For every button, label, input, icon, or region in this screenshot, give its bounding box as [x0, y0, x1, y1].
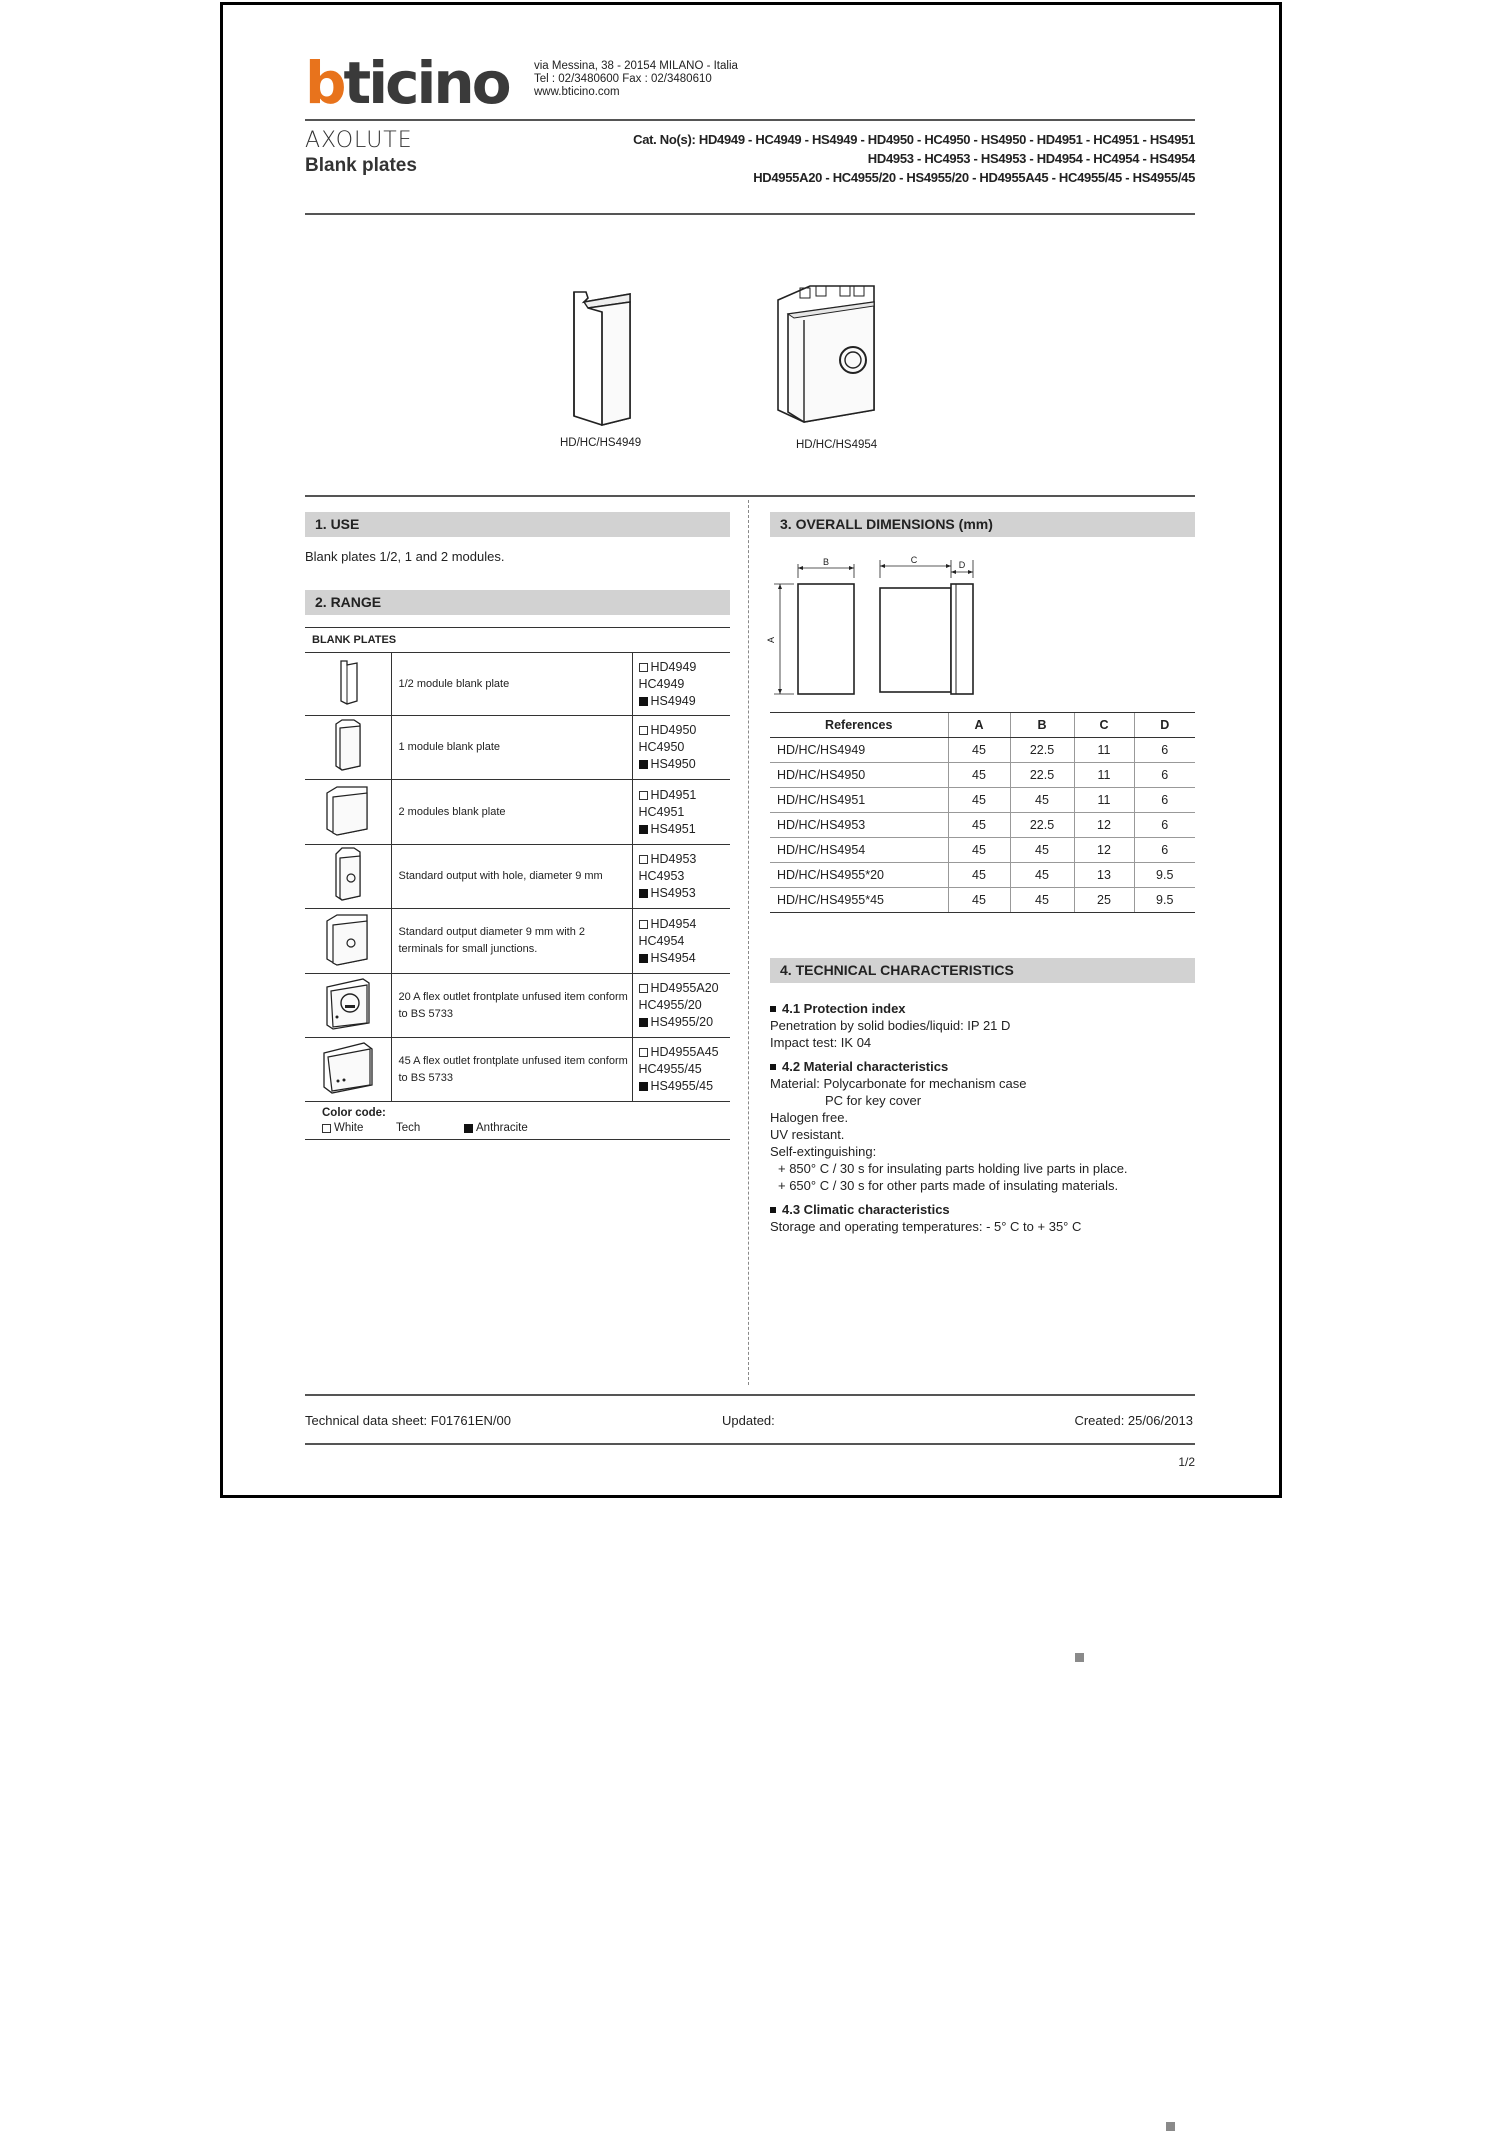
product-thumb [305, 1038, 391, 1102]
table-cell: HD/HC/HS4949 [770, 738, 948, 763]
anthracite-swatch [639, 1082, 648, 1091]
phone-line: Tel : 02/3480600 Fax : 02/3480610 [534, 73, 712, 85]
range-subheading: BLANK PLATES [312, 634, 397, 646]
table-row [770, 888, 1195, 913]
product-codes [632, 909, 730, 974]
product-description: 1 module blank plate [391, 716, 632, 780]
output-hole-plate-icon [328, 846, 368, 902]
product-description [391, 909, 632, 974]
table-cell: 45 [948, 788, 1010, 813]
spec-line: + 650° C / 30 s for other parts made of insulating materials. [778, 1178, 1119, 1193]
product-description: 2 modules blank plate [391, 780, 632, 845]
table-cell: 45 [948, 763, 1010, 788]
table-row [770, 813, 1195, 838]
column-separator [748, 500, 749, 1385]
white-swatch [639, 791, 648, 800]
material-heading [770, 1058, 1128, 1075]
spec-line: Material: Polycarbonate for mechanism case [770, 1076, 1027, 1091]
half-module-product-illustration [560, 280, 650, 430]
product-description: 45 A flex outlet frontplate unfused item conform to BS 5733 [391, 1038, 632, 1102]
product-thumb [305, 653, 391, 716]
figure-caption: HD/HC/HS4954 [796, 439, 878, 451]
col-header: References [770, 713, 948, 738]
bullet-icon [770, 1006, 776, 1012]
product-code: HC4950 [638, 740, 685, 754]
range-top-rule [305, 627, 730, 628]
table-cell: 25 [1074, 888, 1134, 913]
product-code: HC4949 [638, 676, 685, 691]
output-terminals-plate-icon [323, 911, 373, 967]
product-description: 1/2 module blank plate [391, 653, 632, 716]
spec-line: PC for key cover [825, 1093, 922, 1108]
figures-divider [305, 495, 1195, 497]
product-codes [632, 780, 730, 845]
table-row [770, 763, 1195, 788]
product-code: HC4955/20 [638, 998, 702, 1012]
catalog-numbers [633, 130, 1195, 187]
product-code: HC4954 [638, 933, 685, 948]
one-module-plate-icon [328, 718, 368, 772]
col-header: A [948, 713, 1010, 738]
legend-white [322, 1122, 363, 1134]
subsection-title: 4.3 Climatic characteristics [782, 1202, 950, 1217]
dimensions-table [770, 712, 1195, 913]
table-row [305, 1038, 730, 1102]
anthracite-swatch [639, 697, 648, 706]
spec-line: Self-extinguishing: [770, 1144, 877, 1159]
col-header: B [1010, 713, 1074, 738]
table-cell: 45 [948, 888, 1010, 913]
col-header: D [1134, 713, 1195, 738]
table-cell: 11 [1074, 763, 1134, 788]
table-cell: HD/HC/HS4950 [770, 763, 948, 788]
white-swatch [639, 984, 648, 993]
table-cell: 45 [948, 838, 1010, 863]
table-cell: 22.5 [1010, 763, 1074, 788]
spec-line: UV resistant. [770, 1127, 845, 1142]
product-codes [632, 974, 730, 1038]
product-codes [632, 845, 730, 909]
climatic-heading [770, 1201, 1128, 1218]
table-cell: HD/HC/HS4955*20 [770, 863, 948, 888]
subsection-title: 4.2 Material characteristics [782, 1059, 949, 1074]
footer-bottom-rule [305, 1443, 1195, 1445]
table-cell: 11 [1074, 788, 1134, 813]
product-code: HS4955/45 [650, 1079, 714, 1093]
anthracite-swatch [639, 954, 648, 963]
company-address [534, 60, 738, 99]
table-cell: 9.5 [1134, 863, 1195, 888]
dim-label-c: C [910, 555, 918, 565]
product-code: HS4949 [650, 693, 696, 708]
product-code: HD4955A20 [650, 981, 719, 995]
product-description-text: Standard output diameter 9 mm with 2 terminals for small junctions. [398, 926, 585, 955]
bticino-logo: bticino [305, 49, 509, 117]
section-dimensions-heading: 3. OVERALL DIMENSIONS (mm) [770, 512, 1195, 537]
use-description: Blank plates 1/2, 1 and 2 modules. [305, 549, 505, 564]
table-cell: 45 [1010, 788, 1074, 813]
table-row [305, 653, 730, 716]
table-cell: 6 [1134, 788, 1195, 813]
figure-caption: HD/HC/HS4949 [560, 437, 642, 449]
legend-anthracite [464, 1122, 528, 1134]
white-swatch [639, 726, 648, 735]
legend-tech [396, 1122, 420, 1134]
table-cell: 45 [1010, 863, 1074, 888]
table-cell: HD/HC/HS4955*45 [770, 888, 948, 913]
product-codes [632, 716, 730, 780]
tech-swatch [1166, 2122, 1175, 2131]
range-table [305, 652, 730, 1102]
product-thumb [305, 845, 391, 909]
table-cell: HD/HC/HS4953 [770, 813, 948, 838]
product-code: HC4953 [638, 869, 685, 883]
product-code: HS4954 [650, 950, 696, 965]
table-cell: 45 [1010, 888, 1074, 913]
anthracite-swatch [464, 1124, 473, 1133]
product-code: HD4951 [650, 787, 697, 802]
technical-characteristics [770, 1000, 1128, 1235]
address-line: via Messina, 38 - 20154 MILANO - Italia [534, 60, 738, 72]
subsection-title: 4.1 Protection index [782, 1001, 906, 1016]
spec-line: Storage and operating temperatures: - 5° C to + 35° C [770, 1219, 1082, 1234]
table-row [305, 716, 730, 780]
anthracite-swatch [639, 1018, 648, 1027]
website-line: www.bticino.com [534, 86, 620, 98]
product-thumb [305, 909, 391, 974]
cat-line: HD4953 - HC4953 - HS4953 - HD4954 - HC4954 - HS4954 [867, 151, 1195, 166]
product-codes [632, 1038, 730, 1102]
table-row [305, 909, 730, 974]
product-thumb [305, 780, 391, 845]
tech-swatch [1075, 1653, 1084, 1662]
product-code: HD4953 [650, 852, 697, 866]
product-code: HD4949 [650, 659, 697, 674]
section-technical-heading: 4. TECHNICAL CHARACTERISTICS [770, 958, 1195, 983]
created-date: Created: 25/06/2013 [1074, 1413, 1193, 1428]
cat-line: HD4955A20 - HC4955/20 - HS4955/20 - HD4955A45 - HC4955/45 - HS4955/45 [753, 170, 1195, 185]
flex-outlet-45a-icon [320, 1039, 376, 1095]
product-code: HD4950 [650, 723, 697, 737]
anthracite-swatch [639, 889, 648, 898]
white-swatch [639, 1048, 648, 1057]
table-cell: 45 [948, 863, 1010, 888]
col-header: C [1074, 713, 1134, 738]
table-header-row [770, 713, 1195, 738]
table-row [770, 838, 1195, 863]
dim-label-a: A [766, 636, 776, 644]
updated-date: Updated: [722, 1413, 775, 1428]
white-swatch [639, 855, 648, 864]
product-code: HS4951 [650, 821, 696, 836]
two-module-product-illustration [770, 280, 890, 430]
product-line-brand: AXOLUTE [305, 128, 413, 153]
product-code: HC4951 [638, 804, 685, 819]
range-bottom-rule [305, 1139, 730, 1140]
product-thumb [305, 716, 391, 780]
section-range-heading: 2. RANGE [305, 590, 730, 615]
product-description: 20 A flex outlet frontplate unfused item conform to BS 5733 [391, 974, 632, 1038]
table-cell: 12 [1074, 838, 1134, 863]
table-cell: 45 [1010, 838, 1074, 863]
white-swatch [639, 920, 648, 929]
product-code: HS4950 [650, 757, 696, 771]
page-title: Blank plates [305, 155, 417, 176]
dim-label-b: B [822, 557, 830, 567]
footer-top-rule [305, 1394, 1195, 1396]
cat-line: Cat. No(s): HD4949 - HC4949 - HS4949 - HD4950 - HC4950 - HS4950 - HD4951 - HC4951 - HS4951 [633, 132, 1195, 147]
table-row [770, 863, 1195, 888]
title-divider [305, 213, 1195, 215]
product-thumb [305, 974, 391, 1038]
table-cell: 6 [1134, 763, 1195, 788]
table-cell: 45 [948, 813, 1010, 838]
table-row [305, 974, 730, 1038]
product-code: HD4955A45 [650, 1045, 719, 1059]
table-cell: HD/HC/HS4954 [770, 838, 948, 863]
anthracite-swatch [639, 825, 648, 834]
color-code-label: Color code: [322, 1107, 386, 1119]
spec-line: Impact test: IK 04 [770, 1035, 872, 1050]
white-swatch [639, 663, 648, 672]
section-use-heading: 1. USE [305, 512, 730, 537]
product-code: HS4955/20 [650, 1015, 714, 1029]
dim-label-d: D [958, 560, 966, 570]
product-description: Standard output with hole, diameter 9 mm [391, 845, 632, 909]
table-row [305, 845, 730, 909]
table-row [770, 738, 1195, 763]
table-cell: HD/HC/HS4951 [770, 788, 948, 813]
table-cell: 6 [1134, 738, 1195, 763]
sheet-number: Technical data sheet: F01761EN/00 [305, 1413, 511, 1428]
table-cell: 45 [948, 738, 1010, 763]
spec-line: Halogen free. [770, 1110, 849, 1125]
white-swatch [322, 1124, 331, 1133]
spec-line: + 850° C / 30 s for insulating parts holding live parts in place. [778, 1161, 1128, 1176]
header-divider [305, 119, 1195, 121]
table-cell: 11 [1074, 738, 1134, 763]
legend-label: White [334, 1122, 364, 1134]
product-code: HD4954 [650, 916, 697, 931]
product-codes [632, 653, 730, 716]
table-row [770, 788, 1195, 813]
product-code: HS4953 [650, 886, 696, 900]
table-cell: 6 [1134, 838, 1195, 863]
legend-label: Tech [396, 1122, 421, 1134]
page-number: 1/2 [1178, 1455, 1195, 1469]
anthracite-swatch [639, 760, 648, 769]
two-module-plate-icon [323, 783, 373, 837]
table-cell: 12 [1074, 813, 1134, 838]
table-row [305, 780, 730, 845]
spec-line: Penetration by solid bodies/liquid: IP 21 D [770, 1018, 1011, 1033]
table-cell: 22.5 [1010, 813, 1074, 838]
flex-outlet-20a-icon [323, 975, 373, 1031]
bullet-icon [770, 1064, 776, 1070]
half-module-plate-icon [333, 657, 363, 707]
table-cell: 9.5 [1134, 888, 1195, 913]
table-cell: 22.5 [1010, 738, 1074, 763]
dimensions-drawing [766, 552, 1010, 702]
protection-heading [770, 1000, 1128, 1017]
table-cell: 6 [1134, 813, 1195, 838]
product-code: HC4955/45 [638, 1062, 702, 1076]
table-cell: 13 [1074, 863, 1134, 888]
legend-label: Anthracite [476, 1122, 528, 1134]
bullet-icon [770, 1207, 776, 1213]
